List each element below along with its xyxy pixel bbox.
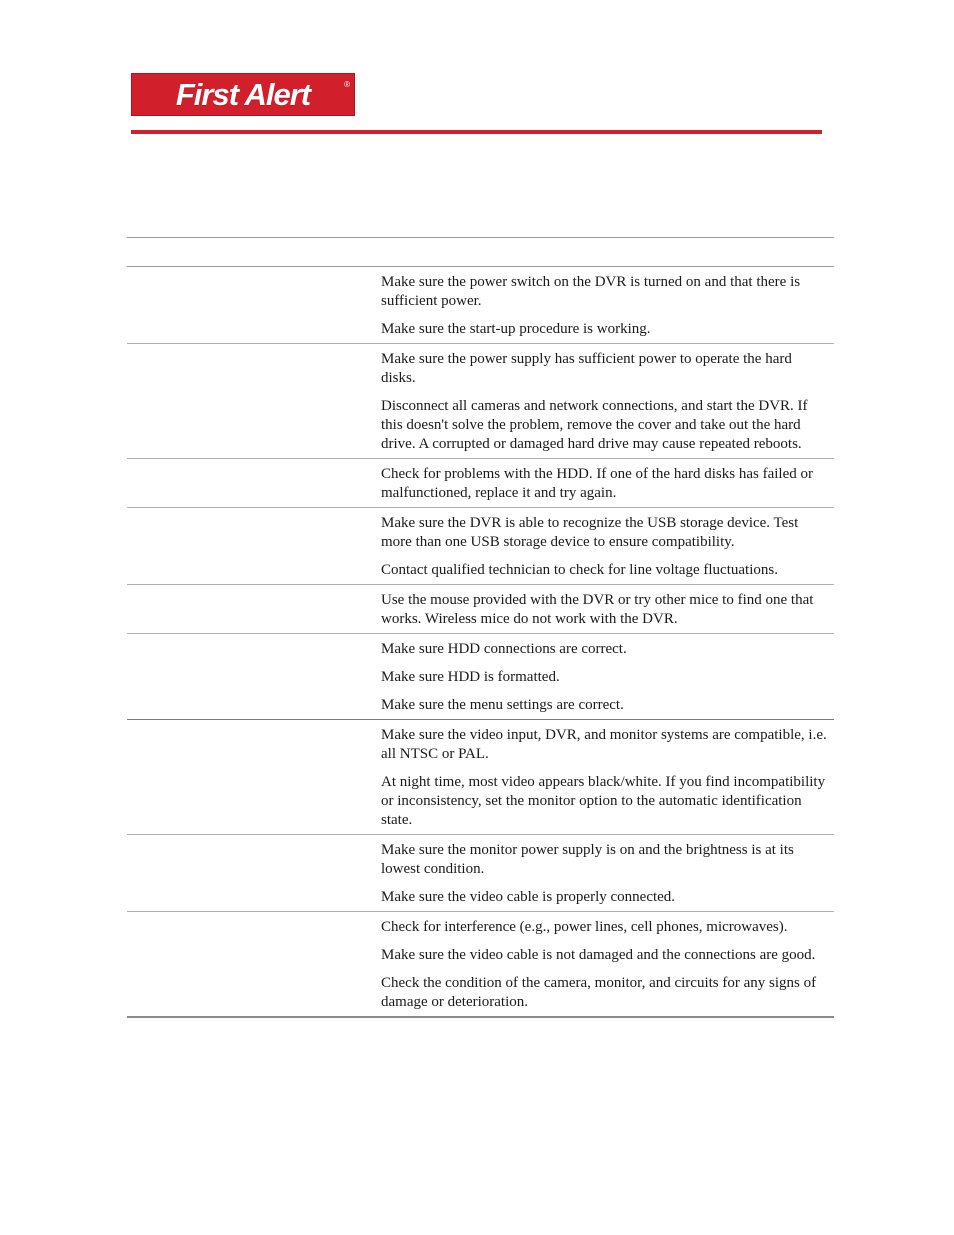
solution-text: Make sure the video input, DVR, and monitor systems are compatible, i.e. all NTSC or PAL. <box>381 727 827 762</box>
solution-text: Disconnect all cameras and network connections, and start the DVR. If this doesn't solve the problem, remove the cover and take out the hard drive. A corrupted or damaged hard drive may cause repeated reboots. <box>381 398 808 452</box>
solution-text: Check the condition of the camera, monitor, and circuits for any signs of damage or deterioration. <box>381 975 817 1010</box>
logo-text: First Alert <box>175 77 311 112</box>
table-row <box>127 720 834 835</box>
solution-text: Contact qualified technician to check for line voltage fluctuations. <box>381 562 778 578</box>
solution-text: Make sure the DVR is able to recognize the USB storage device. Test more than one USB storage device to ensure compatibility. <box>381 515 799 550</box>
solution-text: Check for interference (e.g., power lines, cell phones, microwaves). <box>381 919 788 935</box>
table-row <box>127 835 834 912</box>
table-row <box>127 912 834 1018</box>
table-row <box>127 585 834 634</box>
table-header-row <box>127 238 834 267</box>
table-row <box>127 267 834 344</box>
solution-text: Check for problems with the HDD. If one of the hard disks has failed or malfunctioned, replace it and try again. <box>381 466 813 501</box>
solution-text: Use the mouse provided with the DVR or try other mice to find one that works. Wireless mice do not work with the DVR. <box>381 592 814 627</box>
solution-text: At night time, most video appears black/white. If you find incompatibility or inconsistency, set the monitor option to the automatic identification state. <box>381 774 826 828</box>
header-rule <box>131 130 822 134</box>
solution-text: Make sure the power supply has sufficient power to operate the hard disks. <box>381 351 792 386</box>
solution-text: Make sure HDD is formatted. <box>381 669 560 685</box>
table-row <box>127 634 834 720</box>
first-alert-logo <box>131 73 355 116</box>
solution-text: Make sure the start-up procedure is working. <box>381 321 651 337</box>
registered-mark: ® <box>344 80 350 89</box>
solution-text: Make sure the video cable is properly connected. <box>381 889 676 905</box>
solution-text: Make sure HDD connections are correct. <box>381 641 627 657</box>
troubleshooting-table <box>127 237 834 1018</box>
table-row <box>127 508 834 585</box>
table-row <box>127 459 834 508</box>
solution-text: Make sure the video cable is not damaged and the connections are good. <box>381 947 816 963</box>
solution-text: Make sure the power switch on the DVR is turned on and that there is sufficient power. <box>381 274 801 309</box>
solution-text: Make sure the menu settings are correct. <box>381 697 624 713</box>
solution-text: Make sure the monitor power supply is on and the brightness is at its lowest condition. <box>381 842 794 877</box>
table-row <box>127 344 834 459</box>
